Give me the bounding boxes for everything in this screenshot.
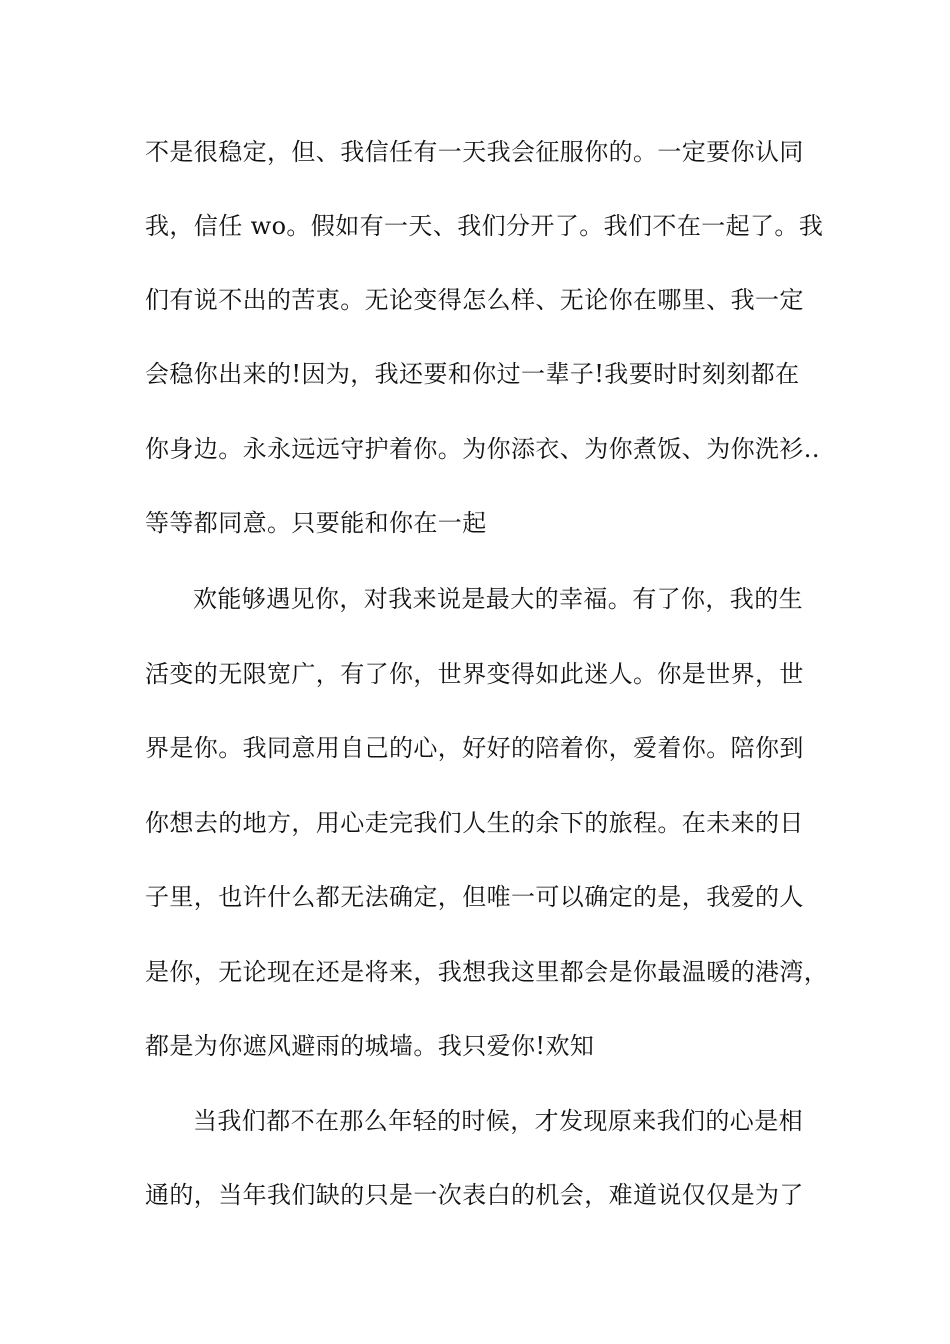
text-line: 子里，也许什么都无法确定，但唯一可以确定的是，我爱的人 bbox=[145, 883, 804, 911]
text-line: 你想去的地方，用心走完我们人生的余下的旅程。在未来的日 bbox=[145, 809, 804, 837]
paragraph-first-line: 当我们都不在那么年轻的时候，才发现原来我们的心是相 bbox=[193, 1107, 803, 1135]
text-line: 通的，当年我们缺的只是一次表白的机会，难道说仅仅是为了 bbox=[145, 1181, 804, 1209]
text-line: 界是你。我同意用自己的心，好好的陪着你，爱着你。陪你到 bbox=[145, 734, 804, 762]
text-line: 是你，无论现在还是将来，我想我这里都会是你最温暖的港湾， bbox=[145, 958, 829, 986]
text-line: 等等都同意。只要能和你在一起 bbox=[145, 509, 487, 537]
text-line: 活变的无限宽广，有了你，世界变得如此迷人。你是世界，世 bbox=[145, 660, 804, 688]
text-line: 们有说不出的苦衷。无论变得怎么样、无论你在哪里、我一定 bbox=[145, 286, 804, 314]
paragraph-first-line: 欢能够遇见你，对我来说是最大的幸福。有了你，我的生 bbox=[193, 585, 803, 613]
text-line: 都是为你遮风避雨的城墙。我只爱你!欢知 bbox=[145, 1032, 595, 1060]
text-line: 你身边。永永远远守护着你。为你添衣、为你煮饭、为你洗衫.. bbox=[145, 435, 820, 463]
text-line: 不是很稳定，但、我信任有一天我会征服你的。一定要你认同 bbox=[145, 138, 804, 166]
text-line: 我，信任 wo。假如有一天、我们分开了。我们不在一起了。我 bbox=[145, 212, 824, 240]
text-line: 会稳你出来的!因为，我还要和你过一辈子!我要时时刻刻都在 bbox=[145, 360, 800, 388]
